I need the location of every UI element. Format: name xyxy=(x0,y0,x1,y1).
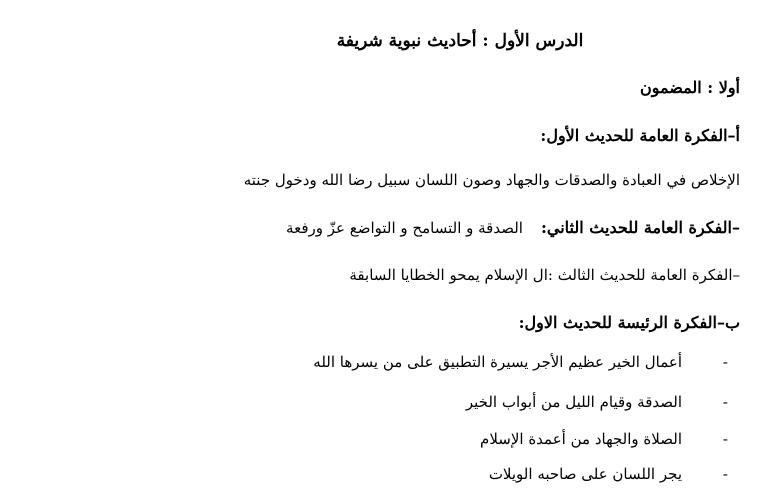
list-item-text: الصلاة والجهاد من أعمدة الإسلام xyxy=(480,430,682,448)
general-idea-second-text: الصدقة و التسامح و التواضع عزّ ورفعة xyxy=(286,219,523,237)
general-idea-second-heading: –الفكرة العامة للحديث الثاني: xyxy=(540,218,740,237)
general-idea-third-text: –الفكرة العامة للحديث الثالث :ال الإسلام يمحو الخطايا السابقة xyxy=(349,266,740,284)
main-ideas-heading: ب–الفكرة الرئيسة للحديث الاول: xyxy=(518,313,740,332)
list-item xyxy=(480,432,728,447)
bullet-dash: - xyxy=(722,353,728,371)
lesson-title: الدرس الأول : أحاديث نبوية شريفة xyxy=(336,31,584,51)
list-item xyxy=(313,355,728,370)
list-item xyxy=(489,467,728,482)
general-idea-first-text: الإخلاص في العبادة والصدقات والجهاد وصون اللسان سبيل رضا الله ودخول جنته xyxy=(243,171,740,189)
general-idea-first-heading: أ–الفكرة العامة للحديث الأول: xyxy=(540,126,740,145)
list-item-text: الصدقة وقيام الليل من أبواب الخير xyxy=(465,393,682,411)
list-item-text: يجر اللسان على صاحبه الويلات xyxy=(488,465,682,483)
bullet-dash: - xyxy=(722,465,728,483)
general-idea-second-line xyxy=(286,220,740,236)
list-item-text: أعمال الخير عظيم الأجر يسيرة التطبيق على من يسرها الله xyxy=(313,353,682,371)
section-heading-content: أولا : المضمون xyxy=(639,78,740,97)
bullet-dash: - xyxy=(722,430,728,448)
bullet-dash: - xyxy=(722,393,728,411)
list-item xyxy=(466,395,728,410)
